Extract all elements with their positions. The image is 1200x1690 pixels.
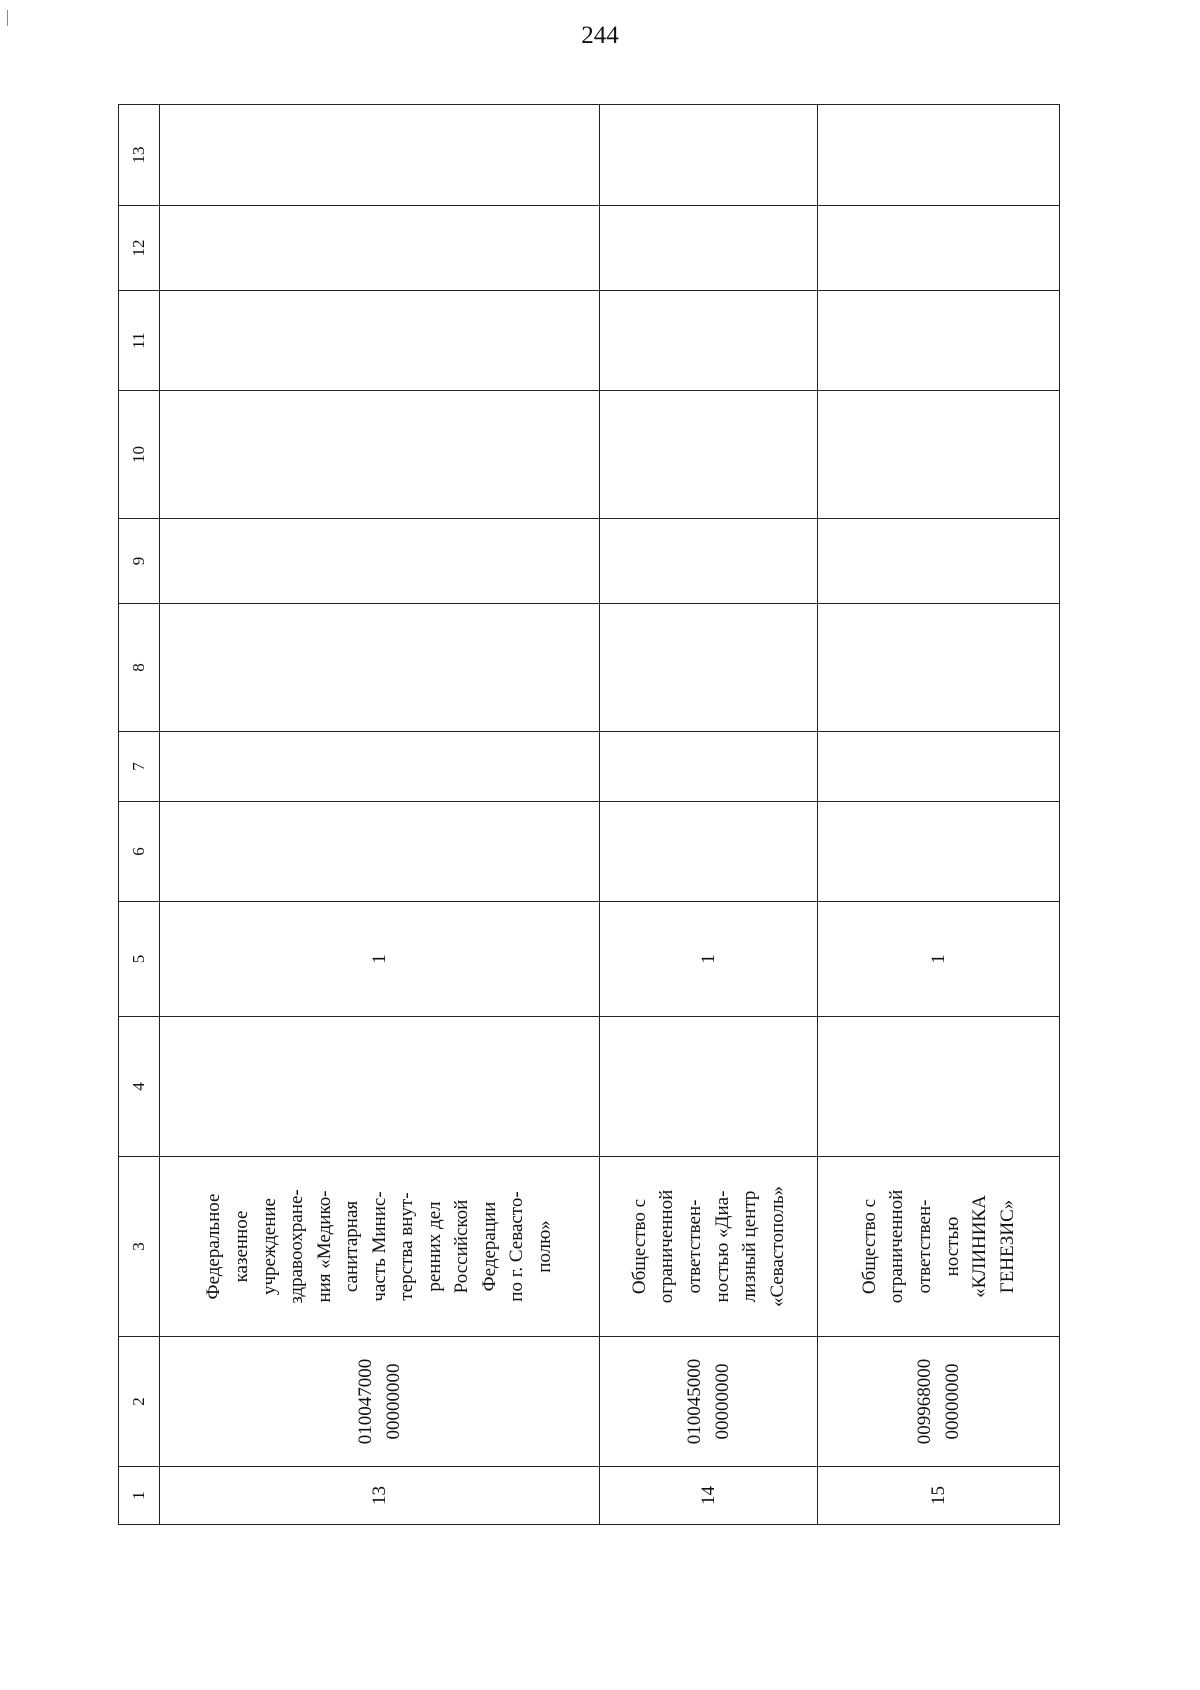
cell-col-10	[818, 391, 1060, 519]
name-line: Общество с	[858, 1198, 880, 1295]
cell-col-4	[160, 1017, 600, 1157]
code-line: 00000000	[711, 1363, 733, 1440]
row-number: 14	[600, 1467, 818, 1525]
cell-col-6	[600, 802, 818, 902]
table-row	[600, 105, 818, 1525]
name-line: казенное	[230, 1210, 252, 1283]
name-line: ответствен-	[913, 1199, 935, 1294]
cell-col-13	[600, 105, 818, 206]
cell-col-4	[818, 1017, 1060, 1157]
header-col-1: 1	[119, 1467, 160, 1525]
name-line: ностью	[941, 1216, 963, 1277]
cell-col-7	[600, 732, 818, 802]
name-line: ния «Медико-	[313, 1190, 335, 1303]
name-line: по г. Севасто-	[506, 1191, 528, 1302]
register-table-wrapper	[118, 105, 1058, 1525]
cell-col-5: 1	[600, 902, 818, 1017]
name-line: ответствен-	[683, 1199, 705, 1294]
row-number: 15	[818, 1467, 1060, 1525]
cell-col-9	[818, 519, 1060, 604]
register-table	[118, 104, 1060, 1525]
name-line: Российской	[451, 1199, 473, 1294]
header-col-4: 4	[119, 1017, 160, 1157]
code-line: 010045000	[683, 1358, 705, 1445]
name-line: Общество с	[628, 1198, 650, 1295]
cell-col-8	[600, 604, 818, 732]
organization-name	[160, 1157, 600, 1337]
name-line: ренних дел	[423, 1201, 445, 1292]
table-row	[818, 105, 1060, 1525]
cell-col-5: 1	[160, 902, 600, 1017]
header-col-12: 12	[119, 206, 160, 291]
header-col-9: 9	[119, 519, 160, 604]
header-col-3: 3	[119, 1157, 160, 1337]
cell-col-11	[600, 291, 818, 391]
cell-col-11	[818, 291, 1060, 391]
cell-col-11	[160, 291, 600, 391]
header-col-13: 13	[119, 105, 160, 206]
name-line: Федеральное	[203, 1193, 225, 1300]
name-line: часть Минис-	[368, 1191, 390, 1302]
header-col-5: 5	[119, 902, 160, 1017]
cell-col-7	[818, 732, 1060, 802]
row-number: 13	[160, 1467, 600, 1525]
header-col-10: 10	[119, 391, 160, 519]
name-line: ГЕНЕЗИС»	[996, 1199, 1018, 1294]
scan-margin-mark	[7, 10, 8, 26]
header-col-6: 6	[119, 802, 160, 902]
cell-col-13	[818, 105, 1060, 206]
name-line: терства внут-	[396, 1192, 418, 1301]
organization-code	[818, 1337, 1060, 1467]
name-line: ностью «Диа-	[711, 1190, 733, 1303]
cell-col-12	[600, 206, 818, 291]
name-line: «КЛИНИКА	[969, 1195, 991, 1298]
table-row	[160, 105, 600, 1525]
cell-col-9	[600, 519, 818, 604]
header-col-11: 11	[119, 291, 160, 391]
name-line: здравоохране-	[286, 1189, 308, 1304]
organization-name	[600, 1157, 818, 1337]
code-line: 00000000	[382, 1363, 404, 1440]
header-col-2: 2	[119, 1337, 160, 1467]
cell-col-10	[160, 391, 600, 519]
header-col-8: 8	[119, 604, 160, 732]
cell-col-10	[600, 391, 818, 519]
name-line: ограниченной	[886, 1189, 908, 1304]
organization-code	[160, 1337, 600, 1467]
cell-col-12	[818, 206, 1060, 291]
header-row	[119, 105, 160, 1525]
cell-col-5: 1	[818, 902, 1060, 1017]
cell-col-9	[160, 519, 600, 604]
name-line: учреждение	[258, 1198, 280, 1295]
organization-name	[818, 1157, 1060, 1337]
name-line: ограниченной	[656, 1189, 678, 1304]
code-line: 009968000	[913, 1358, 935, 1445]
cell-col-12	[160, 206, 600, 291]
name-line: лизный центр	[739, 1190, 761, 1303]
cell-col-6	[160, 802, 600, 902]
name-line: «Севастополь»	[766, 1185, 788, 1308]
page-number: 244	[581, 22, 619, 49]
cell-col-13	[160, 105, 600, 206]
header-col-7: 7	[119, 732, 160, 802]
code-line: 010047000	[354, 1358, 376, 1445]
cell-col-8	[160, 604, 600, 732]
cell-col-8	[818, 604, 1060, 732]
code-line: 00000000	[941, 1363, 963, 1440]
cell-col-7	[160, 732, 600, 802]
cell-col-6	[818, 802, 1060, 902]
name-line: санитарная	[341, 1200, 363, 1293]
cell-col-4	[600, 1017, 818, 1157]
organization-code	[600, 1337, 818, 1467]
name-line: Федерации	[478, 1201, 500, 1292]
name-line: полю»	[534, 1220, 555, 1273]
